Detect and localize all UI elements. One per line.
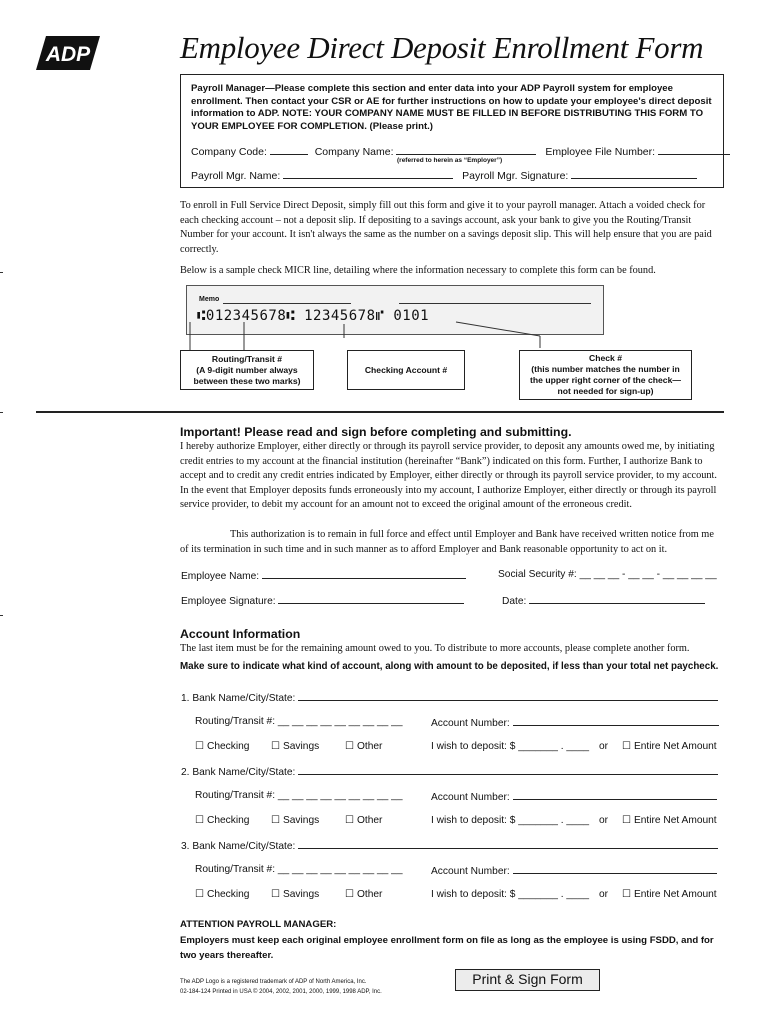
other-3-option[interactable]: [345, 889, 382, 900]
savings-2-label: Savings: [282, 815, 320, 826]
routing-callout: Routing/Transit # (A 9-digit number always between these two marks): [180, 350, 314, 390]
print-sign-button[interactable]: Print & Sign Form: [455, 969, 600, 991]
account-number-1-field[interactable]: [513, 716, 719, 726]
deposit-2-field[interactable]: _______ . ____: [518, 815, 590, 826]
entire-net-3-option[interactable]: [622, 889, 717, 900]
company-name-field[interactable]: [396, 145, 536, 155]
checkbox-icon: ☐: [271, 815, 283, 826]
payroll-manager-box: [180, 74, 724, 188]
checkbox-icon: ☐: [345, 741, 357, 752]
employee-file-label: Employee File Number:: [545, 146, 656, 158]
bank-2-field[interactable]: [298, 765, 718, 775]
other-1-label: Other: [356, 741, 383, 752]
or-2-label: or: [599, 815, 609, 826]
authorization-text: I hereby authorize Employer, either directly or through its payroll service provider, to deposit any amounts owed me, by initiating credit entries to my account at the financial institution (hereinafter “Bank”) indicated on this form. Further, I authorize Bank to accept and to credit any credit entries indicated by Employer, either directly or through its payroll service provider, to my account. In the event that Employer deposits funds erroneously into my account, I authorize Employer, either directly or through its payroll service provider, to debit my account for an amount not to exceed the original amount of the erroneous credit.: [180, 441, 717, 511]
checkbox-icon: ☐: [195, 889, 207, 900]
entire-net-1-option[interactable]: [622, 741, 717, 752]
check-number-callout: Check # (this number matches the number in the upper right corner of the check—not needed for sign-up): [519, 350, 692, 400]
company-code-field[interactable]: [270, 145, 308, 155]
margin-mark: [0, 272, 3, 273]
deposit-1-label: I wish to deposit: $: [431, 741, 516, 752]
checking-2-option[interactable]: [195, 815, 249, 826]
checkbox-icon: ☐: [345, 889, 357, 900]
deposit-2-label: I wish to deposit: $: [431, 815, 516, 826]
account-info-note: Make sure to indicate what kind of account, along with amount to be deposited, if less than your total net paycheck.: [180, 661, 719, 672]
company-code-label: Company Code:: [191, 146, 267, 158]
deposit-1-field[interactable]: _______ . ____: [518, 741, 590, 752]
routing-3-field[interactable]: __ __ __ __ __ __ __ __ __: [277, 864, 403, 875]
checking-3-label: Checking: [206, 889, 250, 900]
employee-name-label: Employee Name:: [181, 571, 260, 582]
manager-instructions: Payroll Manager—Please complete this section and enter data into your ADP Payroll system for employee enrollment. Then contact your CSR or AE for further instructions on how to update your employee's direct deposit information to ADP. NOTE: YOUR COMPANY NAME MUST BE FILLED IN BEFORE DISTRIBUTING THIS FORM TO YOUR EMPLOYEE FOR COMPLETION. (Please print.): [191, 83, 712, 132]
bank-1-field[interactable]: [298, 691, 718, 701]
adp-logo: [36, 36, 100, 70]
enroll-instructions: To enroll in Full Service Direct Deposit, simply fill out this form and give it to your payroll manager. Attach a voided check for each checking account – not a deposit slip. If depositing to a savings account, ask your bank to give you the Routing/Transit Number for your account. It isn't always the same as the number on a savings deposit slip. This will help ensure that you are paid correctly.: [180, 200, 712, 255]
account-callout: Checking Account #: [347, 350, 465, 390]
ssn-field[interactable]: __ __ __ - __ __ - __ __ __ __: [579, 569, 717, 580]
deposit-3-field[interactable]: _______ . ____: [518, 889, 590, 900]
checking-1-label: Checking: [206, 741, 250, 752]
or-3-label: or: [599, 889, 609, 900]
payroll-mgr-name-field[interactable]: [283, 169, 453, 179]
savings-2-option[interactable]: [271, 815, 319, 826]
employee-name-field[interactable]: [262, 569, 466, 579]
form-title: Employee Direct Deposit Enrollment Form: [180, 30, 704, 65]
checking-3-option[interactable]: [195, 889, 249, 900]
payroll-mgr-signature-label: Payroll Mgr. Signature:: [462, 170, 569, 182]
micr-line: ⑆012345678⑆ 12345678⑈ 0101: [197, 308, 430, 324]
savings-1-label: Savings: [282, 741, 320, 752]
margin-mark: [0, 615, 3, 616]
ssn-label: Social Security #:: [498, 569, 577, 580]
date-label: Date:: [502, 596, 527, 607]
checkbox-icon: ☐: [622, 815, 634, 826]
logo-text: ADP: [45, 43, 91, 66]
savings-1-option[interactable]: [271, 741, 319, 752]
account-info-text: The last item must be for the remaining amount owed to you. To distribute to more accounts, please complete another form.: [180, 643, 690, 654]
entire-net-2-label: Entire Net Amount: [633, 815, 717, 826]
payroll-mgr-name-label: Payroll Mgr. Name:: [191, 170, 281, 182]
account-info-heading: Account Information: [180, 627, 301, 641]
bank-1-label: 1. Bank Name/City/State:: [181, 693, 296, 704]
routing-3-label: Routing/Transit #:: [195, 864, 276, 875]
employee-signature-label: Employee Signature:: [181, 596, 276, 607]
employee-signature-field[interactable]: [278, 594, 464, 604]
checkbox-icon: ☐: [271, 889, 283, 900]
memo-label: Memo: [199, 296, 220, 303]
account-number-3-field[interactable]: [513, 864, 717, 874]
company-name-note: (referred to herein as “Employer”): [397, 157, 503, 164]
entire-net-1-label: Entire Net Amount: [633, 741, 717, 752]
entire-net-2-option[interactable]: [622, 815, 717, 826]
account-number-2-label: Account Number:: [431, 792, 510, 803]
savings-3-label: Savings: [282, 889, 320, 900]
attention-heading: ATTENTION PAYROLL MANAGER:: [180, 919, 337, 930]
authorization-termination-text: This authorization is to remain in full force and effect until Employer and Bank have received written notice from me of its termination in such time and in such manner as to afford Employer and Bank reasonable opportunity to act on it.: [180, 529, 714, 555]
or-1-label: or: [599, 741, 609, 752]
account-number-1-label: Account Number:: [431, 718, 510, 729]
margin-mark: [0, 412, 3, 413]
account-number-3-label: Account Number:: [431, 866, 510, 877]
bank-2-label: 2. Bank Name/City/State:: [181, 767, 296, 778]
payroll-mgr-signature-field[interactable]: [571, 169, 697, 179]
checking-1-option[interactable]: [195, 741, 249, 752]
employee-file-field[interactable]: [658, 145, 730, 155]
other-2-label: Other: [356, 815, 383, 826]
routing-2-field[interactable]: __ __ __ __ __ __ __ __ __: [277, 790, 403, 801]
bank-3-field[interactable]: [298, 839, 718, 849]
footer-trademark: The ADP Logo is a registered trademark of ADP of North America, Inc.: [180, 979, 367, 985]
account-number-2-field[interactable]: [513, 790, 717, 800]
deposit-3-label: I wish to deposit: $: [431, 889, 516, 900]
bank-3-label: 3. Bank Name/City/State:: [181, 841, 296, 852]
checkbox-icon: ☐: [195, 741, 207, 752]
checkbox-icon: ☐: [622, 889, 634, 900]
company-name-label: Company Name:: [314, 146, 394, 158]
savings-3-option[interactable]: [271, 889, 319, 900]
checkbox-icon: ☐: [345, 815, 357, 826]
checking-2-label: Checking: [206, 815, 250, 826]
checkbox-icon: ☐: [622, 741, 634, 752]
entire-net-3-label: Entire Net Amount: [633, 889, 717, 900]
checkbox-icon: ☐: [271, 741, 283, 752]
authorization-heading: Important! Please read and sign before completing and submitting.: [180, 425, 572, 439]
attention-text: Employers must keep each original employee enrollment form on file as long as the employee is using FSDD, and for two years thereafter.: [180, 935, 714, 961]
routing-1-label: Routing/Transit #:: [195, 716, 276, 727]
other-2-option[interactable]: [345, 815, 382, 826]
footer-copyright: 02-184-124 Printed in USA © 2004, 2002, 2001, 2000, 1999, 1998 ADP, Inc.: [180, 989, 382, 995]
section-divider: [36, 411, 724, 413]
date-field[interactable]: [529, 594, 705, 604]
other-3-label: Other: [356, 889, 383, 900]
other-1-option[interactable]: [345, 741, 382, 752]
checkbox-icon: ☐: [195, 815, 207, 826]
routing-1-field[interactable]: __ __ __ __ __ __ __ __ __: [277, 716, 403, 727]
micr-instructions: Below is a sample check MICR line, detailing where the information necessary to complete this form can be found.: [180, 265, 656, 276]
routing-2-label: Routing/Transit #:: [195, 790, 276, 801]
